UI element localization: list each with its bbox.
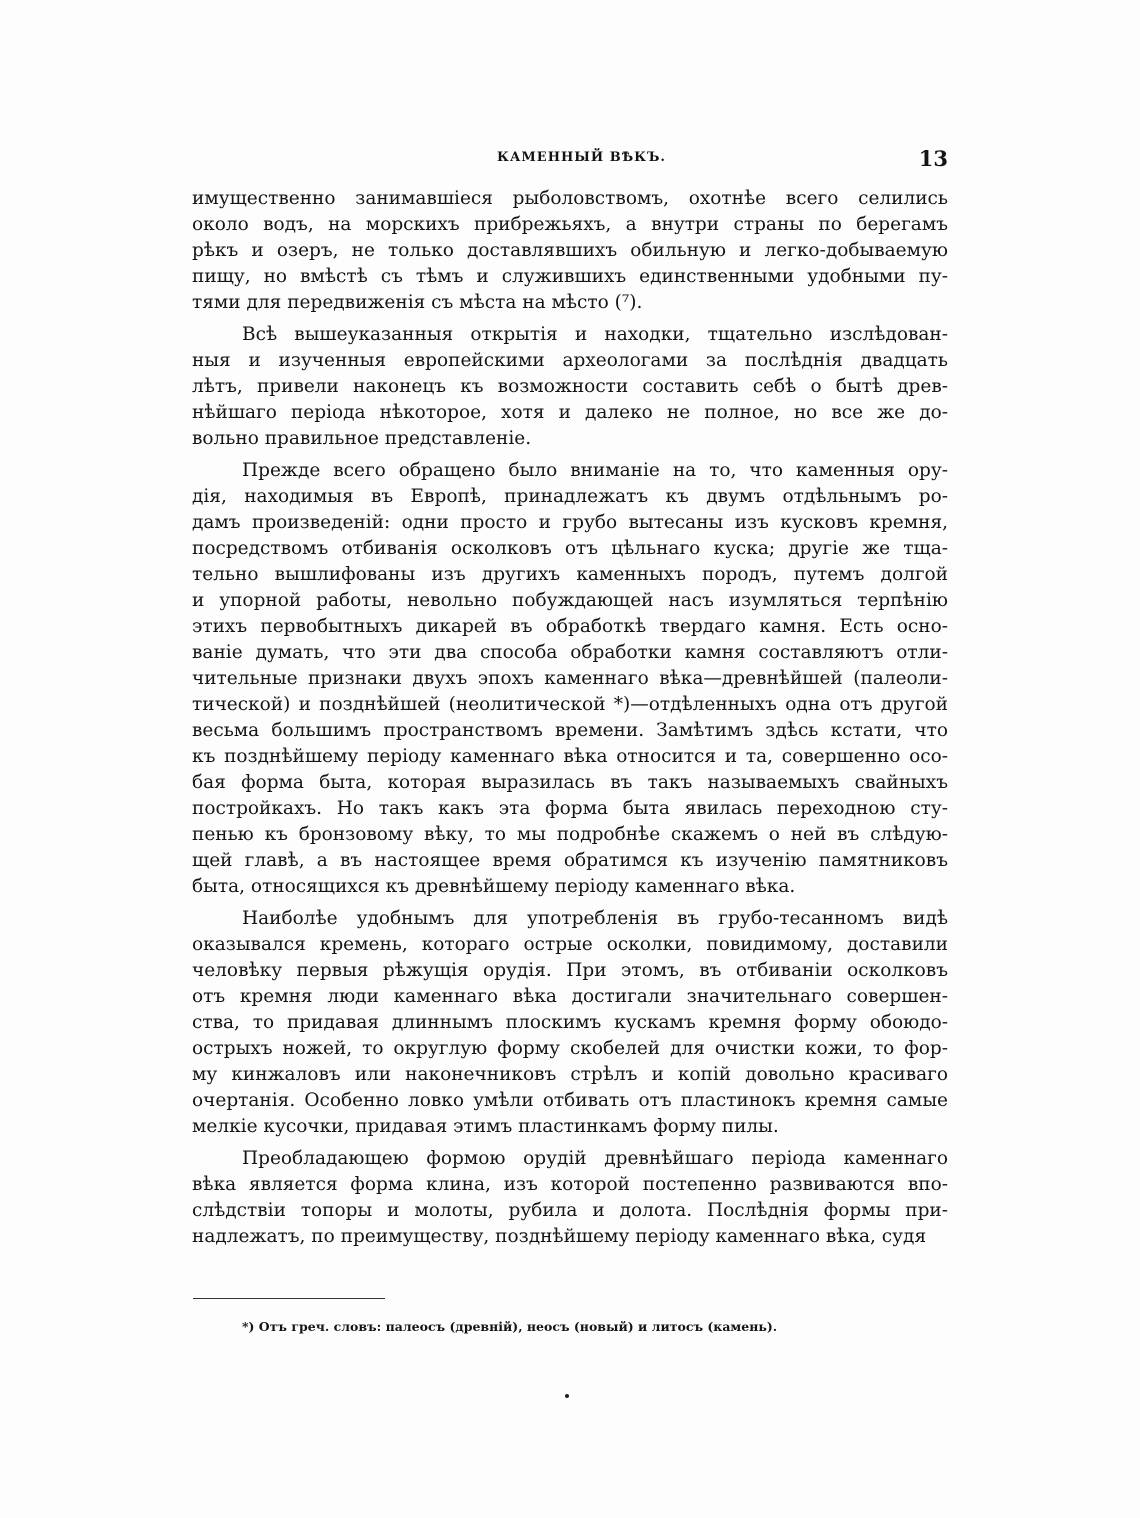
text-line: быта, относящихся къ древнѣйшему перiоду каменнаго вѣка.	[192, 876, 796, 897]
text-line: рѣкъ и озеръ, не только доставлявшихъ обильную и легко-добываемую	[192, 240, 948, 261]
text-line: ныя и изученныя европейскими археологами за послѣднiя двадцать	[192, 350, 948, 371]
text-line: Всѣ вышеуказанныя открытiя и находки, тщательно изслѣдован-	[242, 324, 948, 345]
running-title: КАМЕННЫЙ ВѢКЪ.	[497, 150, 666, 165]
text-line: Преобладающею формою орудiй древнѣйшаго перiода каменнаго	[242, 1148, 948, 1169]
footnote: *) Отъ греч. словъ: палеосъ (древнiй), неосъ (новый) и литосъ (камень).	[242, 1319, 778, 1334]
text-line: ванiе думать, что эти два способа обработки камня составляютъ отли-	[192, 642, 948, 663]
text-line: Наиболѣе удобнымъ для употребленiя въ грубо-тесанномъ видѣ	[242, 908, 948, 929]
text-line: весьма большимъ пространствомъ времени. Замѣтимъ здѣсь кстати, что	[192, 720, 948, 741]
text-line: посредствомъ отбиванiя осколковъ отъ цѣльнаго куска; другiе же тща-	[192, 538, 948, 559]
paragraph	[192, 906, 948, 1140]
text-line: этихъ первобытныхъ дикарей въ обработкѣ твердаго камня. Есть осно-	[192, 616, 948, 637]
text-line: бая форма быта, которая выразилась въ такъ называемыхъ свайныхъ	[192, 772, 948, 793]
print-speck	[565, 1394, 569, 1398]
text-line: ства, то придавая длиннымъ плоскимъ кускамъ кремня форму обоюдо-	[192, 1012, 948, 1033]
text-line: слѣдствiи топоры и молоты, рубила и долота. Послѣднiя формы при-	[192, 1200, 948, 1221]
text-line: дiя, находимыя въ Европѣ, принадлежатъ къ двумъ отдѣльнымъ ро-	[192, 486, 948, 507]
footnote-divider	[193, 1298, 385, 1299]
text-line: отъ кремня люди каменнаго вѣка достигали значительнаго совершен-	[192, 986, 948, 1007]
text-line: нѣйшаго перiода нѣкоторое, хотя и далеко не полное, но все же до-	[192, 402, 948, 423]
text-line: тями для передвиженiя съ мѣста на мѣсто (⁷).	[192, 292, 643, 313]
text-line: вѣка является форма клина, изъ которой постепенно развиваются впо-	[192, 1174, 948, 1195]
text-line: очертанiя. Особенно ловко умѣли отбивать отъ пластинокъ кремня самые	[192, 1090, 948, 1111]
text-line: тической) и позднѣйшей (неолитической *)—отдѣленныхъ одна отъ другой	[192, 694, 948, 715]
text-line: имущественно занимавшiеся рыболовствомъ, охотнѣе всего селились	[192, 188, 948, 209]
text-line: дамъ произведенiй: одни просто и грубо вытесаны изъ кусковъ кремня,	[192, 512, 948, 533]
paragraph	[192, 1146, 948, 1250]
text-line: къ позднѣйшему перiоду каменнаго вѣка относится и та, совершенно осо-	[192, 746, 948, 767]
text-line: вольно правильное представленiе.	[192, 428, 532, 449]
text-line: му кинжаловъ или наконечниковъ стрѣлъ и копiй довольно красиваго	[192, 1064, 948, 1085]
text-line: мелкiе кусочки, придавая этимъ пластинкамъ форму пилы.	[192, 1116, 779, 1137]
text-line: пенью къ бронзовому вѣку, то мы подробнѣе скажемъ о ней въ слѣдую-	[192, 824, 948, 845]
text-line: надлежатъ, по преимуществу, позднѣйшему перiоду каменнаго вѣка, судя	[192, 1226, 927, 1247]
page-header	[192, 146, 948, 176]
paragraph	[192, 186, 948, 316]
text-line: пищу, но вмѣстѣ съ тѣмъ и служившихъ единственными удобными пу-	[192, 266, 948, 287]
paragraph	[192, 322, 948, 452]
text-line: тельно вышлифованы изъ другихъ каменныхъ породъ, путемъ долгой	[192, 564, 948, 585]
text-line: постройкахъ. Но такъ какъ эта форма быта явилась переходною сту-	[192, 798, 948, 819]
paragraph	[192, 458, 948, 900]
text-line: человѣку первыя рѣжущiя орудiя. При этомъ, въ отбиванiи осколковъ	[192, 960, 948, 981]
text-line: щей главѣ, а въ настоящее время обратимся къ изученiю памятниковъ	[192, 850, 948, 871]
text-line: около водъ, на морскихъ прибрежьяхъ, а внутри страны по берегамъ	[192, 214, 948, 235]
text-line: и упорной работы, невольно побуждающей насъ изумляться терпѣнiю	[192, 590, 948, 611]
text-line: лѣтъ, привели наконецъ къ возможности составить себѣ о бытѣ древ-	[192, 376, 948, 397]
text-line: острыхъ ножей, то округлую форму скобелей для очистки кожи, то фор-	[192, 1038, 948, 1059]
text-line: оказывался кремень, котораго острые осколки, повидимому, доставили	[192, 934, 948, 955]
body-text	[192, 186, 948, 1250]
text-line: Прежде всего обращено было вниманiе на то, что каменныя ору-	[242, 460, 948, 481]
page-number: 13	[918, 146, 948, 171]
text-line: чительные признаки двухъ эпохъ каменнаго вѣка—древнѣйшей (палеоли-	[192, 668, 948, 689]
